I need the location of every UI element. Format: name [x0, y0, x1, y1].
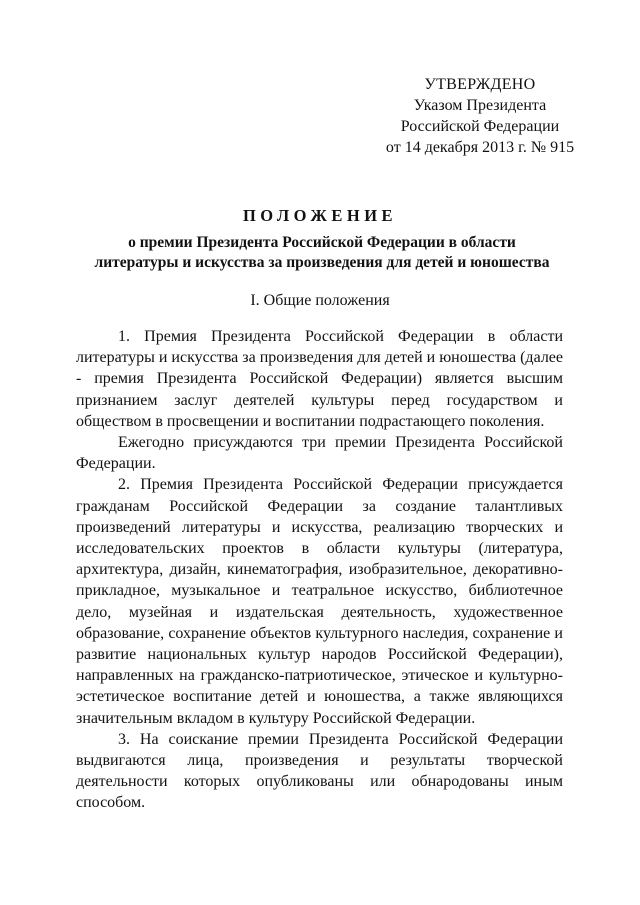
paragraph-1: 1. Премия Президента Российской Федерации в области литературы и искусства за произведения для детей и юношества (далее - премия Президента Российской Федерации) является высшим признанием заслуг деятелей культуры перед государством и обществом в просвещении и воспитании подрастающего поколения.: [76, 328, 563, 430]
approval-federation-line: Российской Федерации: [400, 118, 560, 135]
approval-decree-line: Указом Президента: [413, 97, 547, 114]
paragraph-annual-awards: Ежегодно присуждаются три премии Президента Российской Федерации.: [76, 434, 563, 473]
document-subtitle-line-1: о премии Президента Российской Федерации в области: [128, 234, 516, 251]
paragraph-3: 3. На соискание премии Президента Российской Федерации выдвигаются лица, произведения и результаты творческой деятельности которых опубликованы или обнародованы иным способом.: [76, 730, 563, 812]
section-heading: I. Общие положения: [250, 292, 390, 309]
approval-stamp: [360, 74, 600, 158]
document-subtitle-line-2: литературы и искусства за произведения для детей и юношества: [94, 254, 550, 271]
document-subtitle: [60, 233, 584, 273]
document-title: ПОЛОЖЕНИЕ: [242, 206, 398, 225]
section-body: [76, 326, 563, 814]
paragraph-2: 2. Премия Президента Российской Федерации присуждается гражданам Российской Федерации за создание талантливых произведений литературы и искусства, реализацию творческих и исследовательских проектов в области культуры (литература, архитектура, дизайн, кинематография, изобразительное, декоративно-прикладное, музыкальное и театральное искусство, библиотечное дело, музейная и издательская деятельность, художественное образование, сохранение объектов культурного наследия, сохранение и развитие национальных культур народов Российской Федерации), направленных на гражданско-патриотическое, этическое и культурно-эстетическое воспитание детей и юношества, а также являющихся значительным вкладом в культуру Российской Федерации.: [76, 476, 563, 727]
approved-label: УТВЕРЖДЕНО: [424, 76, 536, 93]
approval-date-line: от 14 декабря 2013 г. № 915: [385, 139, 575, 156]
